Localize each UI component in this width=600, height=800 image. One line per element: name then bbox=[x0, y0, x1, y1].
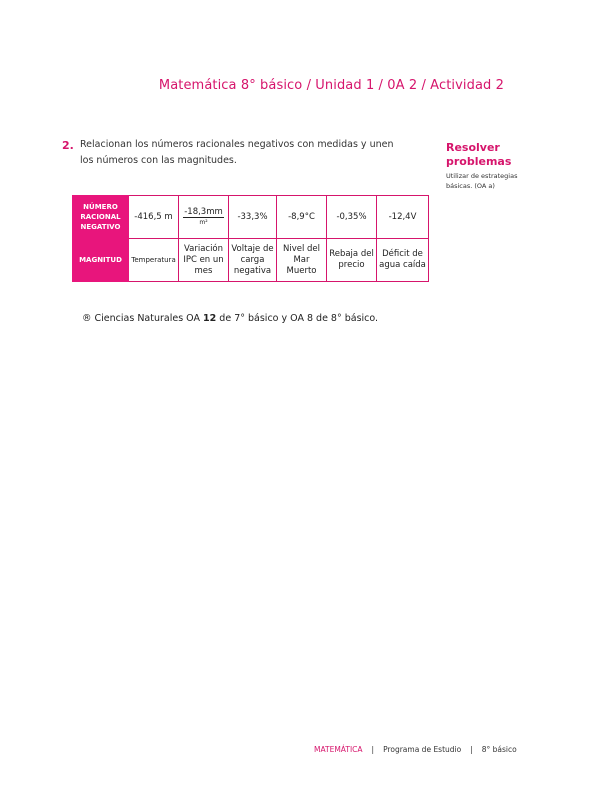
table-row bbox=[73, 239, 429, 282]
fraction-numerator: -18,3mm bbox=[184, 206, 223, 217]
footer-program: Programa de Estudio bbox=[383, 745, 462, 754]
row-header-magnitude: MAGNITUD bbox=[73, 239, 129, 282]
table-cell: Variación IPC en un mes bbox=[179, 239, 229, 282]
sidebar-skill-title: Resolver problemas bbox=[446, 141, 512, 168]
table-cell-fraction bbox=[179, 196, 229, 239]
table-cell: -12,4V bbox=[377, 196, 429, 239]
numbers-magnitudes-table bbox=[72, 195, 429, 282]
footer-subject: MATEMÁTICA bbox=[314, 745, 363, 754]
footnote-text-rest: de 7° básico y OA 8 de 8° básico. bbox=[219, 313, 379, 324]
fraction-denominator: m² bbox=[199, 218, 208, 226]
footer-separator: | bbox=[371, 745, 375, 754]
activity-instructions: Relacionan los números racionales negativos con medidas y unen los números con las magnitudes. bbox=[80, 139, 394, 166]
footer-separator: | bbox=[470, 745, 473, 754]
fraction bbox=[183, 207, 224, 228]
table-cell: Voltaje de carga negativa bbox=[229, 239, 277, 282]
table-cell: Déficit de agua caída bbox=[377, 239, 429, 282]
activity-number: 2. bbox=[62, 139, 74, 152]
table-cell: Rebaja del precio bbox=[327, 239, 377, 282]
footnote-marker: ® bbox=[82, 313, 92, 324]
sidebar-skill-description: Utilizar de estrategias básicas. (OA a) bbox=[446, 172, 518, 190]
page-header: Matemática 8° básico / Unidad 1 / 0A 2 / Actividad 2 bbox=[158, 78, 504, 93]
footnote-oa-number: 12 bbox=[203, 313, 217, 324]
footnote-text-pre: Ciencias Naturales OA bbox=[94, 313, 200, 324]
table-cell: Nivel del Mar Muerto bbox=[277, 239, 327, 282]
table-cell: -0,35% bbox=[327, 196, 377, 239]
row-header-number: NÚMERO RACIONAL NEGATIVO bbox=[73, 196, 129, 239]
table-cell: -33,3% bbox=[229, 196, 277, 239]
footer-grade: 8° básico bbox=[481, 745, 517, 754]
table-cell: -416,5 m bbox=[129, 196, 179, 239]
table-cell: -8,9°C bbox=[277, 196, 327, 239]
table-row bbox=[73, 196, 429, 239]
footnote bbox=[82, 313, 378, 324]
page-footer bbox=[314, 745, 517, 754]
table-cell: Temperatura bbox=[129, 239, 179, 282]
